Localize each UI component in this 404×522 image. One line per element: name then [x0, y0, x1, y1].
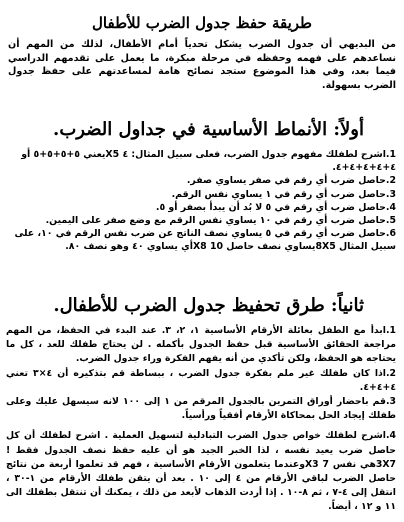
- list-item: 2.حاصل ضرب أي رقم في صفر يساوي صفر.: [186, 175, 396, 187]
- page-title: طريقة حفظ جدول الضرب للأطفال: [92, 14, 312, 32]
- section1-heading: أولاً: الأنماط الأساسية في جداول الضرب.: [53, 119, 364, 140]
- list-item: 3.قم باحضار أوراق التمرين بالجدول المرقم من ١ إلى ١٠٠ لانه سيسهل عليك وعلى طفلك إيجاد الحل بمحاكاة الأرقام أفقياً ورأسياً.: [6, 396, 396, 422]
- list-item: 2.اذا كان طفلك غير ملم بفكرة جدول الضرب ، ببساطة قم بتذكيره أن ٤×٣ تعني ٤+٤+٤.: [6, 367, 396, 393]
- list-item: 1.ابدأ مع الطفل بعائلة الأرقام الأساسية ١، ٢، ٣. عند البدء في الحفظ، من المهم مراجعة الحقائق الأساسية قبل حفظ الجدول بأكمله . لن يحتاج طفلك للعد ، كل ما يحتاجه هو الحفظ، ولكن تأكدي من أنه يفهم الفكرة وراء جدول الضرب.: [6, 325, 396, 365]
- section1-list: [6, 148, 396, 254]
- section2-list: [6, 324, 396, 515]
- list-item: 1.اشرح لطفلك مفهوم جدول الضرب، فعلى سبيل المثال: ٤ X5يعني ٥+٥+٥+٥ أو ٤+٤+٤+٤+٤.: [21, 149, 396, 174]
- list-item: 5.حاصل ضرب أي رقم في ١٠ يساوي نفس الرقم مع وضع صفر على اليمين.: [45, 215, 396, 227]
- list-item: 4.حاصل ضرب أي رقم في ٥ لا بُد أن يبدأ بصفر أو ٥.: [155, 201, 396, 213]
- list-item: 3.حاصل ضرب أي رقم في ١ يساوي نفس الرقم.: [171, 188, 396, 200]
- list-item: 6.حاصل ضرب أي رقم في ٥ يساوي نصف الناتج عن ضرب نفس الرقم في ١٠، على سبيل المثال 8X5يساوي نصف حاصل 10 X8أي يساوي ٤٠ وهو نصف ٨٠.: [14, 228, 396, 253]
- intro-paragraph: من البديهي أن جدول الضرب يشكل تحدياً أمام الأطفال، لذلك من المهم أن نساعدهم على فهمه وحفظه في مرحلة مبكرة، ما يعمل على تقدمهم الدراسي فيما بعد، وفي هذا الموضوع ستجد نصائح هامة لمساعدتهم على حفظ جدول الضرب بسهولة.: [8, 39, 396, 91]
- list-item: 4.اشرح لطفلك خواص جدول الضرب التبادلية لتسهيل العملية . اشرح لطفلك أن كل حاصل ضرب يعيد نفسه ، لذا الخبر الجيد هو أن عليه حفظ نصف الجدول فقط ! 3X7هي نفس 7 X3وعندما يتعلمون الأرقام الأساسية ، فهم قد تعلموا أربعة من نتائج حاصل الضرب لباقي الأرقام من ٤ إلى ١٠ . بعد أن يتقن طفلك الأرقام من ١-٣٠ ، انتقل إلى ٤-٧ ، ثم ٨-١٠ . إذا أردت الذهاب لأبعد من ذلك ، يمكنك أن تنتقل بطفلك الى ١١ و ١٢ ، أيضاً.: [6, 430, 396, 513]
- section2-heading: ثانياً: طرق تحفيظ جدول الضرب للأطفال.: [53, 295, 364, 316]
